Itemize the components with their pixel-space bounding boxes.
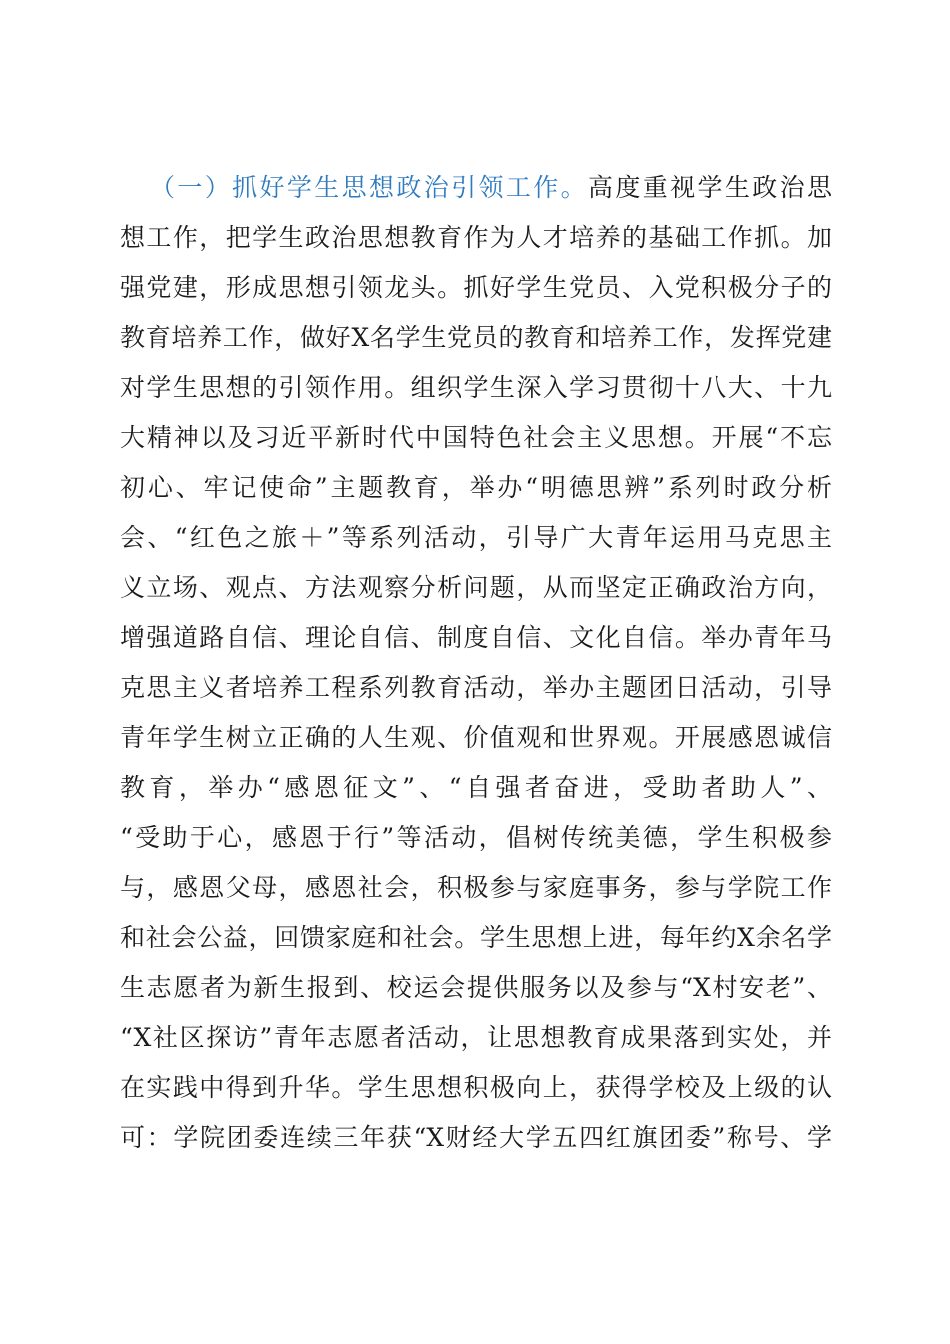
paragraph-line: 克思主义者培养工程系列教育活动，举办主题团日活动，引导 [120, 673, 832, 702]
section-heading: （一）抓好学生思想政治引领工作。 [150, 173, 588, 202]
paragraph-line: 初心、牢记使命”主题教育，举办“明德思辨”系列时政分析 [120, 473, 832, 502]
paragraph-line: 可：学院团委连续三年获“X财经大学五四红旗团委”称号、学 [120, 1123, 832, 1152]
paragraph-line: 强党建，形成思想引领龙头。抓好学生党员、入党积极分子的 [120, 273, 832, 302]
line-text: 高度重视学生政治思 [587, 173, 832, 202]
paragraph-line: 想工作，把学生政治思想教育作为人才培养的基础工作抓。加 [120, 223, 832, 252]
paragraph-line: 和社会公益，回馈家庭和社会。学生思想上进，每年约X余名学 [120, 923, 832, 952]
paragraph-line: 教育培养工作，做好X名学生党员的教育和培养工作，发挥党建 [120, 323, 832, 352]
paragraph-line: 增强道路自信、理论自信、制度自信、文化自信。举办青年马 [120, 623, 832, 652]
paragraph-line: 会、“红色之旅＋”等系列活动，引导广大青年运用马克思主 [120, 523, 832, 552]
paragraph-line: 对学生思想的引领作用。组织学生深入学习贯彻十八大、十九 [120, 373, 832, 402]
paragraph [120, 163, 832, 1163]
paragraph-line: 与，感恩父母，感恩社会，积极参与家庭事务，参与学院工作 [120, 873, 832, 902]
paragraph-line: “X社区探访”青年志愿者活动，让思想教育成果落到实处，并 [120, 1023, 832, 1052]
paragraph-line: 教育，举办“感恩征文”、“自强者奋进，受助者助人”、 [120, 773, 832, 802]
paragraph-line: 大精神以及习近平新时代中国特色社会主义思想。开展“不忘 [120, 423, 832, 452]
paragraph-line [120, 163, 832, 213]
paragraph-line: 生志愿者为新生报到、校运会提供服务以及参与“X村安老”、 [120, 973, 832, 1002]
paragraph-line: 在实践中得到升华。学生思想积极向上，获得学校及上级的认 [120, 1073, 832, 1102]
paragraph-line: 义立场、观点、方法观察分析问题，从而坚定正确政治方向， [120, 573, 832, 602]
paragraph-line: “受助于心，感恩于行”等活动，倡树传统美德，学生积极参 [120, 823, 832, 852]
paragraph-line: 青年学生树立正确的人生观、价值观和世界观。开展感恩诚信 [120, 723, 832, 752]
